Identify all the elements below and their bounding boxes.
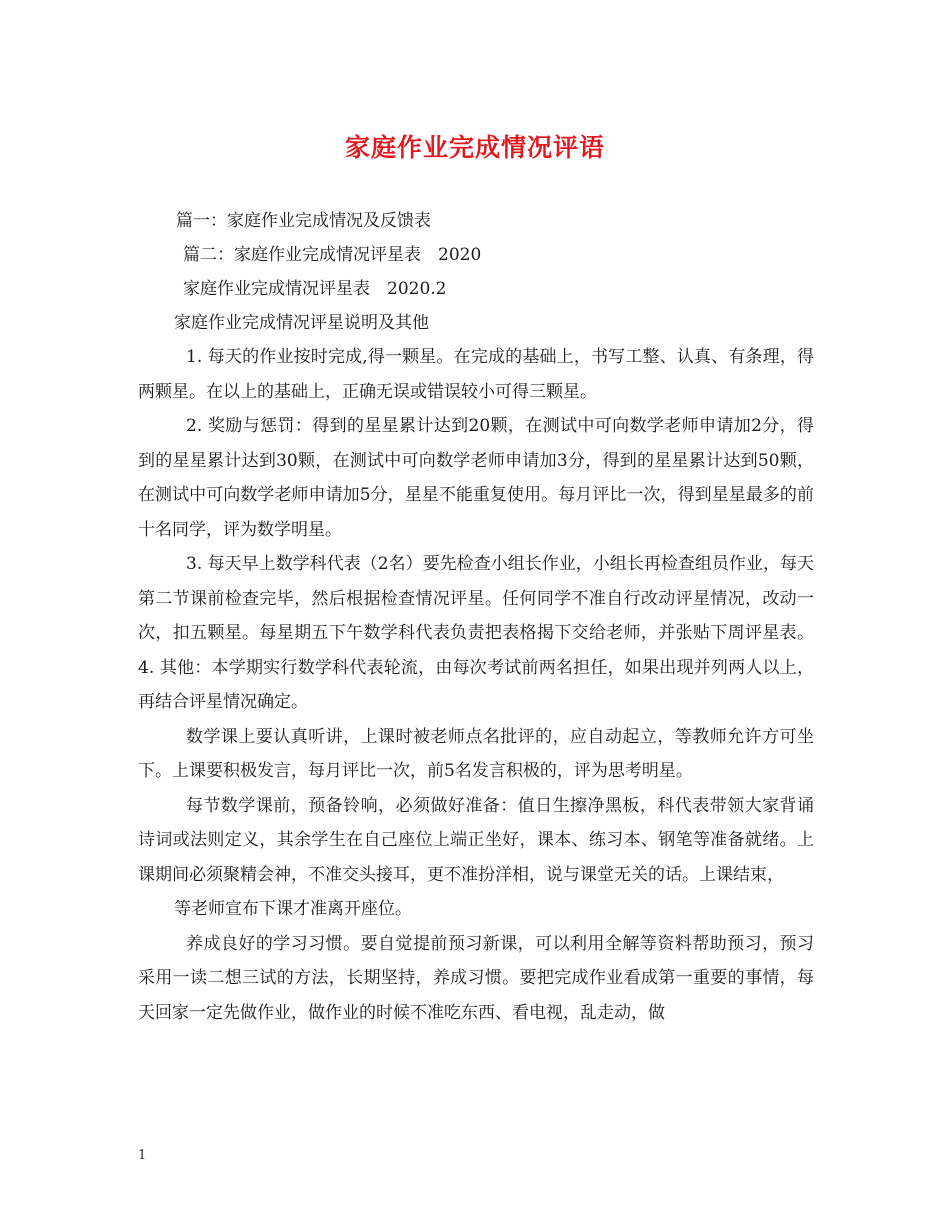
section-line-4: 家庭作业完成情况评星说明及其他 xyxy=(174,313,429,333)
paragraph-class-dismissal: 等老师宣布下课才准离开座位。 xyxy=(174,899,412,919)
page-number: 1 xyxy=(138,1148,147,1163)
paragraph-study-habits: 养成良好的学习习惯。要自觉提前预习新课，可以利用全解等资料帮助预习，预习采用一读二想三试的方法，长期坚持，养成习惯。要把完成作业看成第一重要的事情，每天回家一定先做作业，做作业的时候不准吃东西、看电视，乱走动，做 xyxy=(138,933,814,1023)
paragraph-class-listening: 数学课上要认真听讲，上课时被老师点名批评的，应自动起立，等教师允许方可坐下。上课要积极发言，每月评比一次，前5名发言积极的，评为思考明星。 xyxy=(138,726,814,781)
paragraph-rule-3: 3. 每天早上数学科代表（2名）要先检查小组长作业，小组长再检查组员作业，每天第二节课前检查完毕，然后根据检查情况评星。任何同学不准自行改动评星情况，改动一次，扣五颗星。每星期五下午数学科代表负责把表格揭下交给老师，并张贴下周评星表。 4. 其他：本学期实行数学科代表轮流，由每次考试前两名担任，如果出现并列两人以上，再结合评星情况确定。 xyxy=(138,554,814,712)
document-title: 家庭作业完成情况评语 xyxy=(344,133,605,162)
section-line-1: 篇一：家庭作业完成情况及反馈表 xyxy=(176,211,431,231)
paragraph-rule-1: 1. 每天的作业按时完成,得一颗星。在完成的基础上，书写工整、认真、有条理，得两颗星。在以上的基础上，正确无误或错误较小可得三颗星。 xyxy=(138,347,814,402)
document-body xyxy=(138,204,814,1030)
paragraph-class-preparation: 每节数学课前，预备铃响，必须做好准备：值日生擦净黑板，科代表带领大家背诵诗词或法则定义，其余学生在自己座位上端正坐好，课本、练习本、钢笔等准备就绪。上课期间必须聚精会神，不准交头接耳，更不准扮洋相，说与课堂无关的话。上课结束， xyxy=(138,795,814,885)
section-line-3: 家庭作业完成情况评星表 2020.2 xyxy=(183,279,447,299)
paragraph-rule-2: 2. 奖励与惩罚：得到的星星累计达到20颗，在测试中可向数学老师申请加2分，得到的星星累计达到30颗，在测试中可向数学老师申请加3分，得到的星星累计达到50颗，在测试中可向数学老师申请加5分，星星不能重复使用。每月评比一次，得到星星最多的前十名同学，评为数学明星。 xyxy=(138,416,814,540)
section-line-2: 篇二：家庭作业完成情况评星表 2020 xyxy=(183,245,482,265)
